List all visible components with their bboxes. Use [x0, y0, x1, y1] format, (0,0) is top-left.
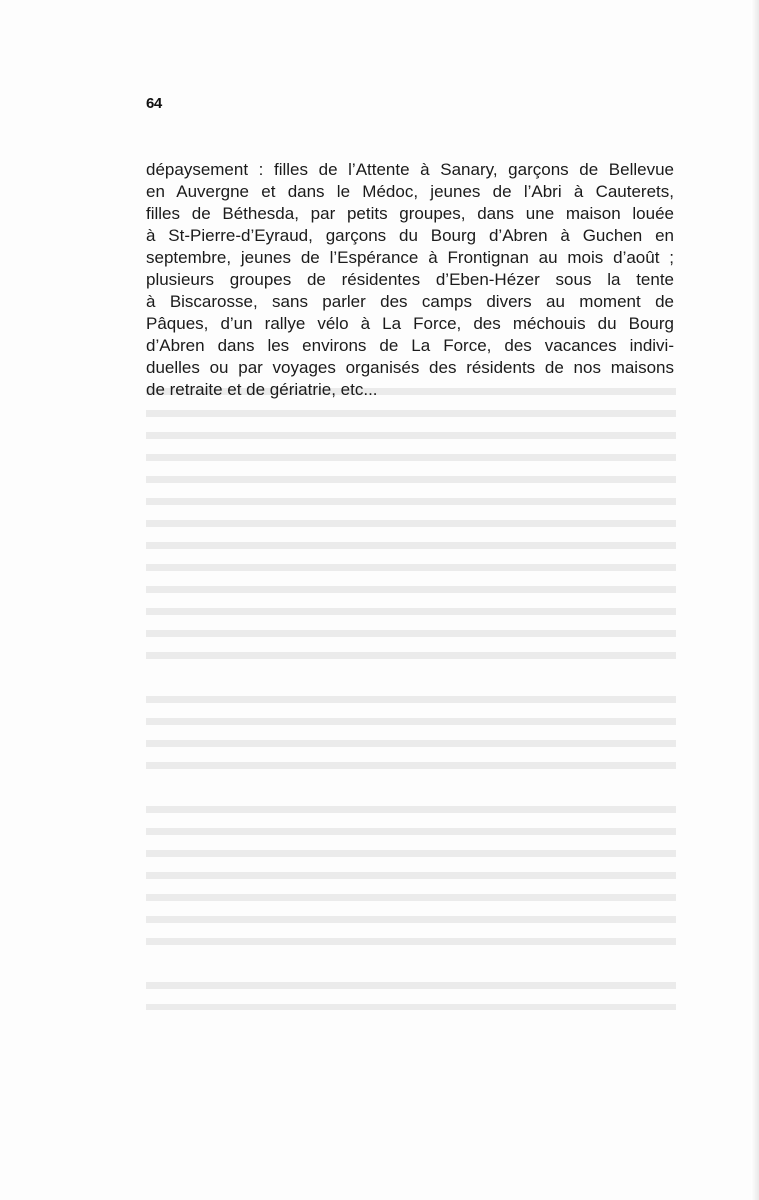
text-line: filles de Béthesda, par petits groupes, dans une maison louée — [146, 204, 674, 223]
text-line: de retraite et de gériatrie, etc... — [146, 380, 378, 399]
show-through-gap — [146, 950, 676, 972]
page-edge-shadow — [751, 0, 759, 1200]
text-line: plusieurs groupes de résidentes d’Eben-Hézer sous la tente — [146, 270, 674, 289]
body-paragraph — [146, 159, 674, 401]
text-line: septembre, jeunes de l’Espérance à Frontignan au mois d’août ; — [146, 248, 674, 267]
show-through-gap — [146, 775, 676, 797]
page-number: 64 — [146, 95, 162, 112]
text-line: Pâques, d’un rallye vélo à La Force, des méchouis du Bourg — [146, 314, 674, 333]
text-line: dépaysement : filles de l’Attente à Sanary, garçons de Bellevue — [146, 160, 674, 179]
text-line: en Auvergne et dans le Médoc, jeunes de l’Abri à Cauterets, — [146, 182, 674, 201]
show-through-texture — [146, 380, 676, 1010]
text-line: d’Abren dans les environs de La Force, des vacances indivi- — [146, 336, 674, 355]
show-through-gap — [146, 665, 676, 687]
text-line: à Biscarosse, sans parler des camps divers au moment de — [146, 292, 674, 311]
text-line: duelles ou par voyages organisés des résidents de nos maisons — [146, 358, 674, 377]
text-line: à St-Pierre-d’Eyraud, garçons du Bourg d’Abren à Guchen en — [146, 226, 674, 245]
